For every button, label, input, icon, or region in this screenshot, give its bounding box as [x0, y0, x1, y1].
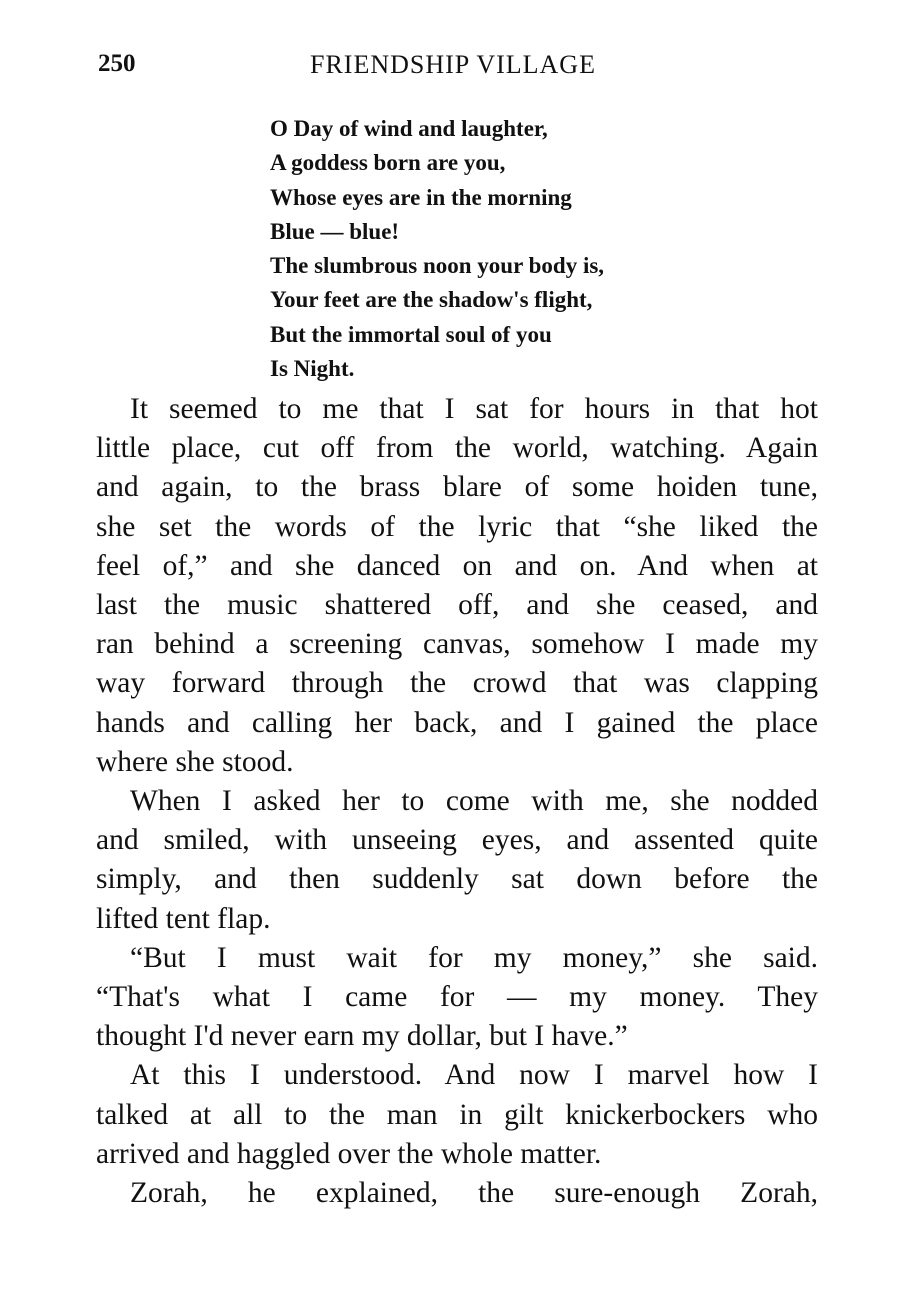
paragraph: [96, 1056, 818, 1174]
text-line: lifted tent flap.: [96, 902, 271, 935]
text-line: At this I understood. And now I marvel how I: [130, 1059, 818, 1092]
book-title: FRIENDSHIP VILLAGE: [310, 50, 596, 79]
paragraph: [96, 782, 818, 939]
poem-line: Is Night.: [270, 356, 355, 382]
text-line: It seemed to me that I sat for hours in that hot: [130, 393, 818, 425]
text-line: arrived and haggled over the whole matter.: [96, 1137, 602, 1170]
poem-line: The slumbrous noon your body is,: [270, 253, 605, 279]
text-line: way forward through the crowd that was clapping: [96, 667, 818, 700]
paragraph: [96, 390, 818, 782]
poem-line: Blue — blue!: [270, 218, 400, 244]
poem-line: A goddess born are you,: [270, 150, 506, 176]
text-line: little place, cut off from the world, watching. Again: [96, 432, 818, 465]
text-line: simply, and then suddenly sat down before the: [96, 863, 818, 896]
text-line: ran behind a screening canvas, somehow I made my: [96, 628, 818, 661]
text-line: and again, to the brass blare of some hoiden tune,: [96, 471, 818, 504]
text-line: she set the words of the lyric that “she liked the: [96, 510, 818, 543]
text-line: talked at all to the man in gilt knickerbockers who: [96, 1098, 818, 1131]
text-line: “But I must wait for my money,” she said.: [130, 941, 818, 974]
text-line: “That's what I came for — my money. They: [96, 981, 818, 1014]
text-line: thought I'd never earn my dollar, but I have.”: [96, 1020, 628, 1053]
text-line: Zorah, he explained, the sure-enough Zorah,: [130, 1177, 818, 1210]
running-head: [98, 50, 818, 86]
poem-line: Your feet are the shadow's flight,: [270, 287, 593, 313]
prose-body: [96, 390, 818, 1213]
poem-line: But the immortal soul of you: [270, 321, 552, 347]
paragraph: [96, 1174, 818, 1213]
text-line: feel of,” and she danced on and on. And when at: [96, 549, 818, 582]
poem-line: Whose eyes are in the morning: [270, 184, 572, 210]
poem-block: [270, 112, 710, 386]
text-line: where she stood.: [96, 745, 294, 778]
page-number: 250: [98, 50, 136, 77]
text-line: and smiled, with unseeing eyes, and assented quite: [96, 824, 818, 857]
poem-line: O Day of wind and laughter,: [270, 116, 548, 141]
text-line: When I asked her to come with me, she nodded: [130, 785, 818, 818]
paragraph: [96, 939, 818, 1057]
text-line: hands and calling her back, and I gained the place: [96, 706, 818, 739]
text-line: last the music shattered off, and she ceased, and: [96, 589, 818, 622]
